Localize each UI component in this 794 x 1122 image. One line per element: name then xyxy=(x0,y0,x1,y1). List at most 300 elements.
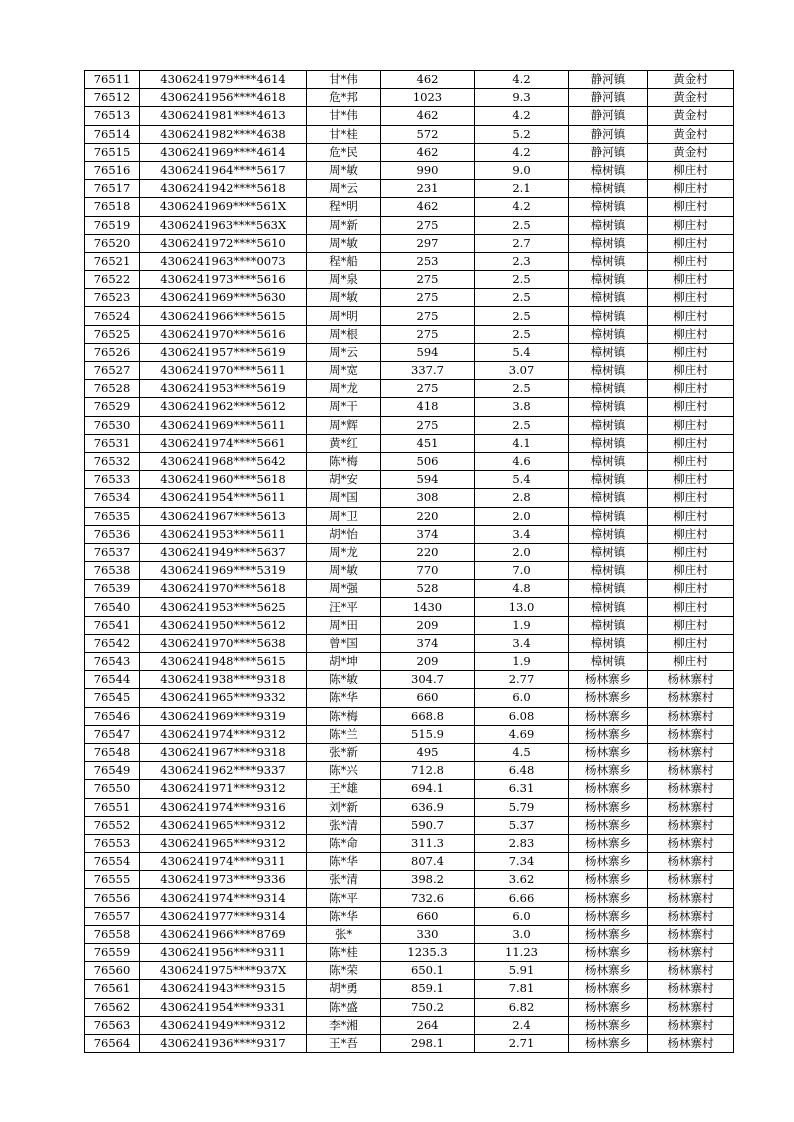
name-cell: 陈*梅 xyxy=(307,707,381,725)
name-cell: 陈*命 xyxy=(307,834,381,852)
amount-cell: 1430 xyxy=(381,598,475,616)
amount-cell: 304.7 xyxy=(381,671,475,689)
village-cell: 柳庄村 xyxy=(648,252,734,270)
village-cell: 黄金村 xyxy=(648,107,734,125)
records-table xyxy=(84,70,734,1053)
amount-cell: 275 xyxy=(381,271,475,289)
table-row xyxy=(85,271,734,289)
area-cell: 2.0 xyxy=(475,543,569,561)
village-cell: 杨林寨村 xyxy=(648,980,734,998)
id-number-cell: 4306241969****4614 xyxy=(140,143,307,161)
table-row xyxy=(85,871,734,889)
amount-cell: 636.9 xyxy=(381,798,475,816)
area-cell: 5.2 xyxy=(475,125,569,143)
serial-number-cell: 76514 xyxy=(85,125,140,143)
name-cell: 陈*盛 xyxy=(307,998,381,1016)
id-number-cell: 4306241953****5619 xyxy=(140,380,307,398)
village-cell: 杨林寨村 xyxy=(648,962,734,980)
name-cell: 周*龙 xyxy=(307,543,381,561)
id-number-cell: 4306241979****4614 xyxy=(140,71,307,89)
area-cell: 2.3 xyxy=(475,252,569,270)
town-cell: 杨林寨乡 xyxy=(569,907,648,925)
village-cell: 柳庄村 xyxy=(648,562,734,580)
serial-number-cell: 76546 xyxy=(85,707,140,725)
town-cell: 静河镇 xyxy=(569,107,648,125)
village-cell: 柳庄村 xyxy=(648,525,734,543)
id-number-cell: 4306241943****9315 xyxy=(140,980,307,998)
village-cell: 柳庄村 xyxy=(648,598,734,616)
amount-cell: 668.8 xyxy=(381,707,475,725)
table-row xyxy=(85,853,734,871)
town-cell: 樟树镇 xyxy=(569,216,648,234)
serial-number-cell: 76551 xyxy=(85,798,140,816)
id-number-cell: 4306241956****9311 xyxy=(140,944,307,962)
village-cell: 杨林寨村 xyxy=(648,1016,734,1034)
serial-number-cell: 76540 xyxy=(85,598,140,616)
town-cell: 樟树镇 xyxy=(569,180,648,198)
name-cell: 张* xyxy=(307,925,381,943)
area-cell: 2.0 xyxy=(475,507,569,525)
area-cell: 2.1 xyxy=(475,180,569,198)
village-cell: 杨林寨村 xyxy=(648,743,734,761)
serial-number-cell: 76532 xyxy=(85,452,140,470)
id-number-cell: 4306241938****9318 xyxy=(140,671,307,689)
table-row xyxy=(85,489,734,507)
name-cell: 王*吾 xyxy=(307,1034,381,1052)
town-cell: 杨林寨乡 xyxy=(569,998,648,1016)
id-number-cell: 4306241949****9312 xyxy=(140,1016,307,1034)
serial-number-cell: 76531 xyxy=(85,434,140,452)
id-number-cell: 4306241954****9331 xyxy=(140,998,307,1016)
village-cell: 柳庄村 xyxy=(648,271,734,289)
amount-cell: 732.6 xyxy=(381,889,475,907)
serial-number-cell: 76534 xyxy=(85,489,140,507)
serial-number-cell: 76542 xyxy=(85,634,140,652)
amount-cell: 330 xyxy=(381,925,475,943)
area-cell: 2.8 xyxy=(475,489,569,507)
data-sheet xyxy=(84,70,734,1053)
area-cell: 9.0 xyxy=(475,161,569,179)
serial-number-cell: 76527 xyxy=(85,362,140,380)
amount-cell: 275 xyxy=(381,380,475,398)
amount-cell: 298.1 xyxy=(381,1034,475,1052)
name-cell: 周*龙 xyxy=(307,380,381,398)
table-row xyxy=(85,107,734,125)
name-cell: 陈*华 xyxy=(307,853,381,871)
amount-cell: 462 xyxy=(381,143,475,161)
area-cell: 7.0 xyxy=(475,562,569,580)
town-cell: 杨林寨乡 xyxy=(569,980,648,998)
village-cell: 柳庄村 xyxy=(648,398,734,416)
village-cell: 杨林寨村 xyxy=(648,780,734,798)
village-cell: 柳庄村 xyxy=(648,653,734,671)
table-row xyxy=(85,743,734,761)
serial-number-cell: 76523 xyxy=(85,289,140,307)
name-cell: 陈*桂 xyxy=(307,944,381,962)
amount-cell: 451 xyxy=(381,434,475,452)
table-row xyxy=(85,234,734,252)
town-cell: 樟树镇 xyxy=(569,416,648,434)
area-cell: 11.23 xyxy=(475,944,569,962)
village-cell: 柳庄村 xyxy=(648,325,734,343)
village-cell: 柳庄村 xyxy=(648,234,734,252)
town-cell: 杨林寨乡 xyxy=(569,871,648,889)
village-cell: 柳庄村 xyxy=(648,180,734,198)
table-row xyxy=(85,143,734,161)
town-cell: 樟树镇 xyxy=(569,307,648,325)
amount-cell: 418 xyxy=(381,398,475,416)
amount-cell: 275 xyxy=(381,325,475,343)
town-cell: 杨林寨乡 xyxy=(569,689,648,707)
amount-cell: 337.7 xyxy=(381,362,475,380)
town-cell: 杨林寨乡 xyxy=(569,1034,648,1052)
town-cell: 樟树镇 xyxy=(569,343,648,361)
name-cell: 陈*平 xyxy=(307,889,381,907)
amount-cell: 220 xyxy=(381,507,475,525)
area-cell: 4.5 xyxy=(475,743,569,761)
town-cell: 静河镇 xyxy=(569,125,648,143)
amount-cell: 462 xyxy=(381,71,475,89)
town-cell: 杨林寨乡 xyxy=(569,853,648,871)
name-cell: 刘*新 xyxy=(307,798,381,816)
area-cell: 2.4 xyxy=(475,1016,569,1034)
id-number-cell: 4306241965****9312 xyxy=(140,834,307,852)
id-number-cell: 4306241965****9332 xyxy=(140,689,307,707)
village-cell: 杨林寨村 xyxy=(648,816,734,834)
town-cell: 杨林寨乡 xyxy=(569,889,648,907)
village-cell: 柳庄村 xyxy=(648,489,734,507)
serial-number-cell: 76516 xyxy=(85,161,140,179)
id-number-cell: 4306241942****5618 xyxy=(140,180,307,198)
id-number-cell: 4306241963****563X xyxy=(140,216,307,234)
village-cell: 杨林寨村 xyxy=(648,671,734,689)
area-cell: 2.5 xyxy=(475,307,569,325)
name-cell: 周*干 xyxy=(307,398,381,416)
table-row xyxy=(85,962,734,980)
id-number-cell: 4306241967****9318 xyxy=(140,743,307,761)
table-row xyxy=(85,434,734,452)
village-cell: 柳庄村 xyxy=(648,543,734,561)
id-number-cell: 4306241964****5617 xyxy=(140,161,307,179)
name-cell: 周*新 xyxy=(307,216,381,234)
table-row xyxy=(85,816,734,834)
id-number-cell: 4306241971****9312 xyxy=(140,780,307,798)
serial-number-cell: 76536 xyxy=(85,525,140,543)
amount-cell: 660 xyxy=(381,689,475,707)
table-row xyxy=(85,307,734,325)
serial-number-cell: 76537 xyxy=(85,543,140,561)
table-row xyxy=(85,925,734,943)
town-cell: 樟树镇 xyxy=(569,434,648,452)
id-number-cell: 4306241950****5612 xyxy=(140,616,307,634)
amount-cell: 374 xyxy=(381,525,475,543)
table-row xyxy=(85,71,734,89)
area-cell: 3.0 xyxy=(475,925,569,943)
area-cell: 2.5 xyxy=(475,325,569,343)
area-cell: 7.81 xyxy=(475,980,569,998)
amount-cell: 264 xyxy=(381,1016,475,1034)
table-row xyxy=(85,416,734,434)
town-cell: 樟树镇 xyxy=(569,289,648,307)
table-row xyxy=(85,161,734,179)
serial-number-cell: 76529 xyxy=(85,398,140,416)
area-cell: 6.0 xyxy=(475,907,569,925)
id-number-cell: 4306241974****9314 xyxy=(140,889,307,907)
id-number-cell: 4306241972****5610 xyxy=(140,234,307,252)
amount-cell: 694.1 xyxy=(381,780,475,798)
village-cell: 杨林寨村 xyxy=(648,944,734,962)
town-cell: 樟树镇 xyxy=(569,580,648,598)
table-row xyxy=(85,707,734,725)
town-cell: 樟树镇 xyxy=(569,471,648,489)
village-cell: 杨林寨村 xyxy=(648,907,734,925)
area-cell: 5.79 xyxy=(475,798,569,816)
name-cell: 周*敏 xyxy=(307,161,381,179)
town-cell: 樟树镇 xyxy=(569,380,648,398)
area-cell: 5.4 xyxy=(475,343,569,361)
id-number-cell: 4306241960****5618 xyxy=(140,471,307,489)
amount-cell: 209 xyxy=(381,653,475,671)
id-number-cell: 4306241953****5625 xyxy=(140,598,307,616)
name-cell: 危*邦 xyxy=(307,89,381,107)
name-cell: 陈*华 xyxy=(307,689,381,707)
serial-number-cell: 76552 xyxy=(85,816,140,834)
table-row xyxy=(85,689,734,707)
table-row xyxy=(85,944,734,962)
village-cell: 柳庄村 xyxy=(648,416,734,434)
name-cell: 周*田 xyxy=(307,616,381,634)
area-cell: 4.2 xyxy=(475,107,569,125)
area-cell: 2.5 xyxy=(475,380,569,398)
area-cell: 13.0 xyxy=(475,598,569,616)
name-cell: 周*明 xyxy=(307,307,381,325)
serial-number-cell: 76535 xyxy=(85,507,140,525)
village-cell: 杨林寨村 xyxy=(648,853,734,871)
serial-number-cell: 76538 xyxy=(85,562,140,580)
name-cell: 胡*勇 xyxy=(307,980,381,998)
serial-number-cell: 76560 xyxy=(85,962,140,980)
serial-number-cell: 76511 xyxy=(85,71,140,89)
table-row xyxy=(85,834,734,852)
table-row xyxy=(85,980,734,998)
amount-cell: 220 xyxy=(381,543,475,561)
area-cell: 5.91 xyxy=(475,962,569,980)
amount-cell: 660 xyxy=(381,907,475,925)
serial-number-cell: 76545 xyxy=(85,689,140,707)
name-cell: 陈*敏 xyxy=(307,671,381,689)
table-row xyxy=(85,998,734,1016)
town-cell: 杨林寨乡 xyxy=(569,671,648,689)
town-cell: 静河镇 xyxy=(569,89,648,107)
serial-number-cell: 76541 xyxy=(85,616,140,634)
table-row xyxy=(85,634,734,652)
serial-number-cell: 76520 xyxy=(85,234,140,252)
area-cell: 9.3 xyxy=(475,89,569,107)
area-cell: 3.4 xyxy=(475,525,569,543)
table-row xyxy=(85,471,734,489)
id-number-cell: 4306241977****9314 xyxy=(140,907,307,925)
table-row xyxy=(85,252,734,270)
town-cell: 樟树镇 xyxy=(569,525,648,543)
village-cell: 柳庄村 xyxy=(648,289,734,307)
area-cell: 4.2 xyxy=(475,71,569,89)
serial-number-cell: 76522 xyxy=(85,271,140,289)
id-number-cell: 4306241948****5615 xyxy=(140,653,307,671)
id-number-cell: 4306241954****5611 xyxy=(140,489,307,507)
town-cell: 樟树镇 xyxy=(569,616,648,634)
area-cell: 6.08 xyxy=(475,707,569,725)
amount-cell: 398.2 xyxy=(381,871,475,889)
name-cell: 汪*平 xyxy=(307,598,381,616)
id-number-cell: 4306241966****8769 xyxy=(140,925,307,943)
village-cell: 柳庄村 xyxy=(648,580,734,598)
village-cell: 杨林寨村 xyxy=(648,834,734,852)
id-number-cell: 4306241969****5630 xyxy=(140,289,307,307)
area-cell: 2.5 xyxy=(475,289,569,307)
serial-number-cell: 76548 xyxy=(85,743,140,761)
table-row xyxy=(85,452,734,470)
name-cell: 李*湘 xyxy=(307,1016,381,1034)
village-cell: 柳庄村 xyxy=(648,161,734,179)
serial-number-cell: 76512 xyxy=(85,89,140,107)
town-cell: 樟树镇 xyxy=(569,198,648,216)
table-row xyxy=(85,598,734,616)
town-cell: 杨林寨乡 xyxy=(569,925,648,943)
town-cell: 樟树镇 xyxy=(569,271,648,289)
area-cell: 3.62 xyxy=(475,871,569,889)
village-cell: 柳庄村 xyxy=(648,634,734,652)
town-cell: 樟树镇 xyxy=(569,653,648,671)
town-cell: 杨林寨乡 xyxy=(569,816,648,834)
town-cell: 樟树镇 xyxy=(569,634,648,652)
town-cell: 樟树镇 xyxy=(569,452,648,470)
area-cell: 2.7 xyxy=(475,234,569,252)
village-cell: 黄金村 xyxy=(648,71,734,89)
id-number-cell: 4306241962****5612 xyxy=(140,398,307,416)
area-cell: 2.5 xyxy=(475,271,569,289)
area-cell: 3.8 xyxy=(475,398,569,416)
amount-cell: 515.9 xyxy=(381,725,475,743)
table-row xyxy=(85,725,734,743)
name-cell: 周*宽 xyxy=(307,362,381,380)
name-cell: 黄*红 xyxy=(307,434,381,452)
id-number-cell: 4306241973****9336 xyxy=(140,871,307,889)
name-cell: 危*民 xyxy=(307,143,381,161)
amount-cell: 253 xyxy=(381,252,475,270)
town-cell: 樟树镇 xyxy=(569,543,648,561)
town-cell: 樟树镇 xyxy=(569,398,648,416)
id-number-cell: 4306241957****5619 xyxy=(140,343,307,361)
town-cell: 樟树镇 xyxy=(569,325,648,343)
town-cell: 杨林寨乡 xyxy=(569,780,648,798)
table-row xyxy=(85,889,734,907)
amount-cell: 308 xyxy=(381,489,475,507)
amount-cell: 750.2 xyxy=(381,998,475,1016)
name-cell: 甘*桂 xyxy=(307,125,381,143)
village-cell: 杨林寨村 xyxy=(648,762,734,780)
village-cell: 杨林寨村 xyxy=(648,707,734,725)
town-cell: 杨林寨乡 xyxy=(569,944,648,962)
name-cell: 胡*坤 xyxy=(307,653,381,671)
table-row xyxy=(85,543,734,561)
area-cell: 2.83 xyxy=(475,834,569,852)
village-cell: 杨林寨村 xyxy=(648,689,734,707)
name-cell: 陈*荣 xyxy=(307,962,381,980)
amount-cell: 462 xyxy=(381,107,475,125)
town-cell: 杨林寨乡 xyxy=(569,962,648,980)
serial-number-cell: 76559 xyxy=(85,944,140,962)
table-row xyxy=(85,525,734,543)
village-cell: 柳庄村 xyxy=(648,343,734,361)
serial-number-cell: 76557 xyxy=(85,907,140,925)
amount-cell: 572 xyxy=(381,125,475,143)
village-cell: 杨林寨村 xyxy=(648,925,734,943)
area-cell: 2.5 xyxy=(475,216,569,234)
amount-cell: 275 xyxy=(381,416,475,434)
id-number-cell: 4306241963****0073 xyxy=(140,252,307,270)
name-cell: 周*云 xyxy=(307,343,381,361)
name-cell: 陈*兴 xyxy=(307,762,381,780)
area-cell: 1.9 xyxy=(475,616,569,634)
town-cell: 樟树镇 xyxy=(569,489,648,507)
area-cell: 2.77 xyxy=(475,671,569,689)
amount-cell: 495 xyxy=(381,743,475,761)
name-cell: 陈*兰 xyxy=(307,725,381,743)
id-number-cell: 4306241982****4638 xyxy=(140,125,307,143)
id-number-cell: 4306241962****9337 xyxy=(140,762,307,780)
table-row xyxy=(85,907,734,925)
amount-cell: 1235.3 xyxy=(381,944,475,962)
area-cell: 4.6 xyxy=(475,452,569,470)
village-cell: 柳庄村 xyxy=(648,362,734,380)
serial-number-cell: 76521 xyxy=(85,252,140,270)
village-cell: 柳庄村 xyxy=(648,307,734,325)
name-cell: 周*根 xyxy=(307,325,381,343)
table-row xyxy=(85,289,734,307)
area-cell: 2.5 xyxy=(475,416,569,434)
area-cell: 5.37 xyxy=(475,816,569,834)
town-cell: 静河镇 xyxy=(569,71,648,89)
town-cell: 杨林寨乡 xyxy=(569,725,648,743)
serial-number-cell: 76554 xyxy=(85,853,140,871)
name-cell: 胡*怡 xyxy=(307,525,381,543)
amount-cell: 594 xyxy=(381,343,475,361)
serial-number-cell: 76553 xyxy=(85,834,140,852)
serial-number-cell: 76563 xyxy=(85,1016,140,1034)
table-row xyxy=(85,89,734,107)
village-cell: 柳庄村 xyxy=(648,380,734,398)
village-cell: 柳庄村 xyxy=(648,216,734,234)
area-cell: 7.34 xyxy=(475,853,569,871)
table-row xyxy=(85,380,734,398)
name-cell: 周*敏 xyxy=(307,234,381,252)
town-cell: 杨林寨乡 xyxy=(569,798,648,816)
town-cell: 樟树镇 xyxy=(569,507,648,525)
table-row xyxy=(85,798,734,816)
table-row xyxy=(85,616,734,634)
serial-number-cell: 76533 xyxy=(85,471,140,489)
serial-number-cell: 76519 xyxy=(85,216,140,234)
area-cell: 6.31 xyxy=(475,780,569,798)
serial-number-cell: 76558 xyxy=(85,925,140,943)
name-cell: 张*清 xyxy=(307,871,381,889)
id-number-cell: 4306241969****5611 xyxy=(140,416,307,434)
serial-number-cell: 76543 xyxy=(85,653,140,671)
table-row xyxy=(85,580,734,598)
id-number-cell: 4306241965****9312 xyxy=(140,816,307,834)
area-cell: 3.07 xyxy=(475,362,569,380)
area-cell: 6.48 xyxy=(475,762,569,780)
